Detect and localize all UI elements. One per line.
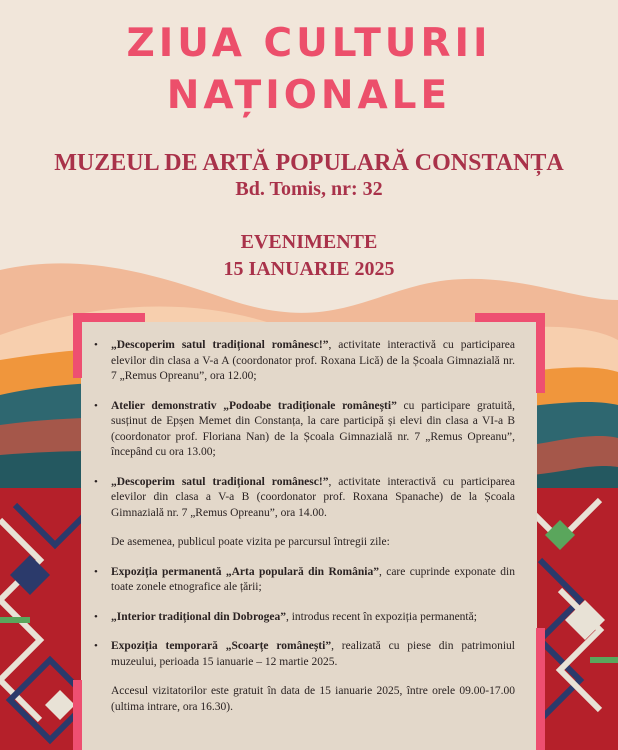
exhibit-item-2 bbox=[85, 610, 515, 626]
events-heading: EVENIMENTE bbox=[240, 231, 378, 253]
event-text: , activitate interactivă cu participarea elevilor din clasa a V-a A (coordonator prof. Roxana Lică) de la Școala Gimnazială nr. 7 „Remus Opreanu”, ora 12.00; bbox=[111, 339, 515, 382]
event-item-3 bbox=[85, 475, 515, 522]
bullet-icon: • bbox=[94, 339, 98, 351]
exhibit-title: Expoziția permanentă „Arta populară din România” bbox=[111, 565, 379, 578]
main-title-line1: ZIUA CULTURII bbox=[126, 21, 492, 66]
event-title: „Descoperim satul tradițional românesc!” bbox=[111, 339, 329, 351]
event-item-2 bbox=[85, 399, 515, 461]
exhibit-text: , care cuprinde exponate din toate zonele etnografice ale țării; bbox=[111, 565, 515, 593]
museum-name: MUZEUL DE ARTĂ POPULARĂ CONSTANȚA bbox=[54, 150, 564, 176]
bullet-icon: • bbox=[94, 475, 98, 488]
event-item-1 bbox=[85, 338, 515, 385]
exhibit-text: , introdus recent în expoziția permanentă; bbox=[285, 610, 477, 623]
exhibit-title: Expoziția temporară „Scoarțe românești” bbox=[111, 640, 332, 652]
bullet-icon: • bbox=[94, 399, 98, 412]
access-note: Accesul vizitatorilor este gratuit în data de 15 ianuarie 2025, între orele 09.00-17.00 (ultima intrare, ora 16.30). bbox=[111, 685, 515, 713]
frame-corner-top-right bbox=[475, 313, 545, 322]
event-text: , activitate interactivă cu participarea elevilor din clasa a V-a B (coordonator prof. Roxana Spanache) de la Școala Gimnazială nr. 7 „Remus Opreanu”, ora 14.00. bbox=[111, 475, 515, 519]
exhibit-item-1 bbox=[85, 565, 515, 596]
exhibit-item-3 bbox=[85, 639, 515, 670]
main-title-line2: NAȚIONALE bbox=[166, 73, 452, 118]
exhibit-title: „Interior tradițional din Dobrogea” bbox=[111, 610, 286, 623]
bullet-icon: • bbox=[94, 640, 98, 652]
bullet-icon: • bbox=[94, 610, 98, 623]
event-date: 15 IANUARIE 2025 bbox=[223, 258, 395, 280]
frame-corner-bottom-left-vertical bbox=[73, 680, 82, 750]
museum-address: Bd. Tomis, nr: 32 bbox=[235, 178, 383, 200]
intro-text: De asemenea, publicul poate vizita pe parcursul întregii zile: bbox=[111, 536, 390, 548]
exhibit-text: , realizată cu piese din patrimoniul muzeului, perioada 15 ianuarie – 12 martie 2025. bbox=[111, 640, 515, 668]
event-title: „Descoperim satul tradițional românesc!” bbox=[111, 475, 329, 488]
bullet-icon: • bbox=[94, 565, 98, 578]
event-text: cu participare gratuită, susținut de Epșen Memet din Constanța, la care participă și elevi din clasa a VI-a B (coordonator prof. Floriana Nan) de la Școala Gimnazială nr. 7 „Remus Opreanu”, începând cu ora 13.00; bbox=[111, 399, 516, 458]
frame-corner-bottom-right-vertical bbox=[536, 628, 545, 750]
frame-corner-top-left-vertical bbox=[73, 313, 82, 378]
frame-corner-top-left bbox=[73, 313, 145, 322]
events-content bbox=[85, 338, 515, 729]
event-title: Atelier demonstrativ „Podoabe tradiționale românești” bbox=[111, 399, 397, 412]
frame-corner-top-right-vertical bbox=[536, 313, 545, 393]
